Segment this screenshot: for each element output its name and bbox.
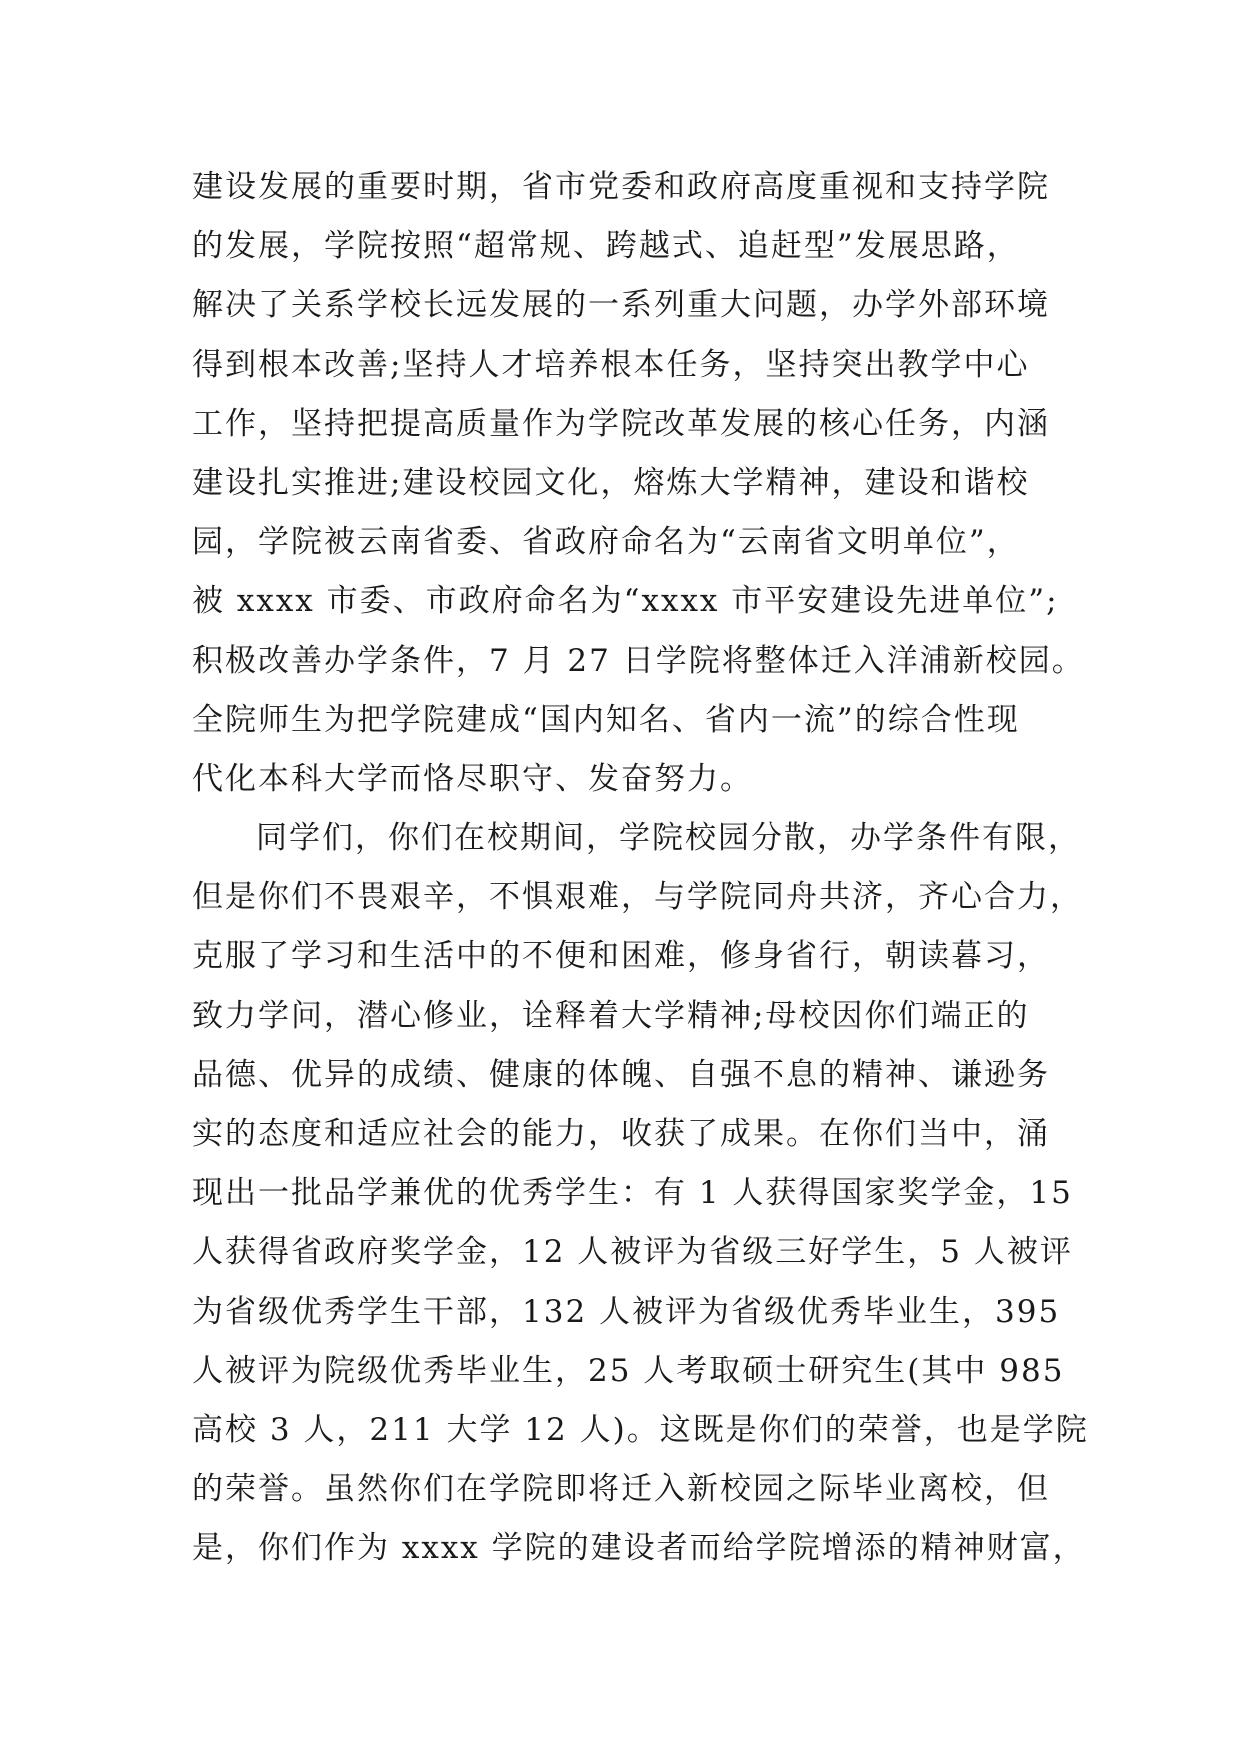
text-line: 全院师生为把学院建成“国内知名、省内一流”的综合性现 (192, 701, 1020, 738)
text-line: 品德、优异的成绩、健康的体魄、自强不息的精神、谦逊务 (192, 1056, 1050, 1093)
text-line: 积极改善办学条件，7 月 27 日学院将整体迁入洋浦新校园。 (192, 642, 1085, 679)
text-line: 现出一批品学兼优的优秀学生：有 1 人获得国家奖学金，15 (192, 1175, 1073, 1212)
text-line: 代化本科大学而恪尽职守、发奋努力。 (192, 760, 753, 797)
text-line: 克服了学习和生活中的不便和困难，修身省行，朝读暮习， (192, 938, 1050, 975)
text-line: 致力学问，潜心修业，诠释着大学精神;母校因你们端正的 (192, 997, 1030, 1034)
text-line: 但是你们不畏艰辛，不惧艰难，与学院同舟共济，齐心合力， (192, 879, 1083, 916)
text-line: 的荣誉。虽然你们在学院即将迁入新校园之际毕业离校，但 (192, 1471, 1050, 1508)
body-text (192, 158, 1089, 1579)
text-line: 建设扎实推进;建设校园文化，熔炼大学精神，建设和谐校 (192, 464, 1030, 501)
text-line: 工作，坚持把提高质量作为学院改革发展的核心任务，内涵 (192, 405, 1050, 442)
text-line: 为省级优秀学生干部，132 人被评为省级优秀毕业生，395 (192, 1293, 1061, 1330)
text-line: 建设发展的重要时期，省市党委和政府高度重视和支持学院 (192, 169, 1050, 205)
text-line: 高校 3 人，211 大学 12 人)。这既是你们的荣誉，也是学院 (192, 1411, 1089, 1448)
paragraph-start-line: 同学们，你们在校期间，学院校园分散，办学条件有限， (256, 820, 1081, 857)
text-line: 得到根本改善;坚持人才培养根本任务，坚持突出教学中心 (192, 346, 1030, 383)
text-line: 解决了关系学校长远发展的一系列重大问题，办学外部环境 (192, 287, 1050, 324)
text-line: 被 xxxx 市委、市政府命名为“xxxx 市平安建设先进单位”; (192, 583, 1059, 620)
text-line: 实的态度和适应社会的能力，收获了成果。在你们当中，涌 (192, 1116, 1050, 1152)
text-line: 的发展，学院按照“超常规、跨越式、追赶型”发展思路， (192, 228, 1020, 265)
text-line: 人被评为院级优秀毕业生，25 人考取硕士研究生(其中 985 (192, 1352, 1065, 1389)
text-line: 园，学院被云南省委、省政府命名为“云南省文明单位”， (192, 524, 1020, 561)
text-line: 人获得省政府奖学金，12 人被评为省级三好学生，5 人被评 (192, 1234, 1073, 1271)
text-line: 是，你们作为 xxxx 学院的建设者而给学院增添的精神财富， (192, 1530, 1086, 1567)
